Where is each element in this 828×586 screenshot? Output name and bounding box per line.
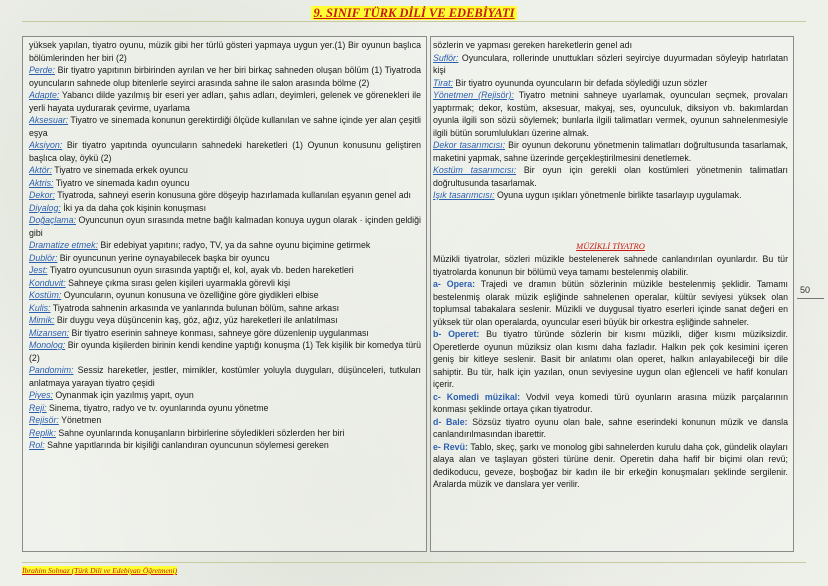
section-title-muzikli-tiyatro: MÜZİKLİ TİYATRO xyxy=(576,240,645,251)
left-intro: yüksek yapılan, tiyatro oyunu, müzik gibi her türlü gösteri yapmaya uygun yer.(1) Bir oyunun başlıca bölümlerinden her biri (2) xyxy=(29,40,421,63)
glossary-term: Kostüm tasarımcısı: xyxy=(433,165,517,175)
page-footer xyxy=(22,566,177,575)
glossary-definition: Bir oyuncunun yerine oynayabilecek başka bir oyuncu xyxy=(57,252,270,263)
glossary-term: Doğaçlama: xyxy=(29,215,76,225)
music-type-definition: Trajedi ve dramın bütün sözlerinin müzikle bestelenmiş şeklidir. Tamamı bestelenmiş olarak müzik eşliğinde sahnelenen operalar, kültür seviyesi yüksek olan toplumsal tabakalara seslenir. Müzikli ve duygusal tiyatro eserleri içinde sanat değeri en yüksek tür olan operalarda, oyuncular eseri büyük bir orkestra eşliğinde sahneler. xyxy=(433,279,788,327)
glossary-definition: Bir tiyatro yapıtında oyuncuların sahnedeki hareketleri (1) Oyunun konusunu geliştiren başlıca olay, öykü (2) xyxy=(29,140,421,163)
glossary-term: Jest: xyxy=(29,265,48,275)
glossary-definition: İki ya da daha çok kişinin konuşması xyxy=(60,202,207,213)
glossary-entry xyxy=(29,64,421,89)
glossary-definition: Oyuncuların, oyunun konusuna ve özelliğine göre giydikleri elbise xyxy=(61,290,319,300)
glossary-definition: Tiyatroda sahnenin arkasında ve yanlarında bulunan bölüm, sahne arkası xyxy=(50,302,340,313)
glossary-term: Aktris: xyxy=(29,177,54,188)
music-type-label: a- Opera: xyxy=(433,279,476,289)
glossary-term: Işık tasarımcısı: xyxy=(433,190,495,200)
glossary-definition: Sahne oyunlarında konuşanların birbirlerine söyledikleri sözlerden her biri xyxy=(55,427,345,438)
glossary-term: Kostüm: xyxy=(29,290,62,300)
page-header xyxy=(0,6,828,21)
right-column xyxy=(430,36,794,552)
glossary-term: Tirat: xyxy=(433,77,453,88)
glossary-term: Mimik: xyxy=(29,315,55,325)
glossary-definition: Tiyatro ve sinemada erkek oyuncu xyxy=(51,165,188,175)
music-types-list xyxy=(433,278,788,491)
music-type-label: b- Operet: xyxy=(433,329,480,339)
glossary-entry xyxy=(29,252,421,265)
glossary-entry xyxy=(29,414,421,427)
music-type-item xyxy=(433,328,788,391)
music-type-label: c- Komedi müzikal: xyxy=(433,391,521,402)
glossary-definition: Sahneye çıkma sırası gelen kişileri uyarmakla görevli kişi xyxy=(65,277,291,288)
glossary-definition: Tiyatroda, sahneyi eserin konusuna göre döşeyip hazırlamada kullanılan eşyanın genel adı xyxy=(54,190,411,200)
glossary-definition: Tiyatro ve sinemada kadın oyuncu xyxy=(53,177,190,188)
glossary-definition: Tiyatro metnini sahneye uyarlamak, oyuncuları seçmek, provaları yaptırmak; dekor, kostüm, aksesuar, makyaj, ses, oyunculuk, diksiyon vb. bakımlardan oyunla ilgili son sözü söylemek; bunlarla ilgili talimatları vermek, oyunun sahnelenmesiyle ilgili bütün sorumlulukları üzerine almak. xyxy=(433,90,788,138)
glossary-term: Aksesuar: xyxy=(29,115,69,125)
glossary-term: Reji: xyxy=(29,402,47,413)
glossary-term: Perde: xyxy=(29,65,55,75)
glossary-entry xyxy=(29,177,421,190)
glossary-definition: Bir oyunda kişilerden birinin kendi kendine yaptığı konuşma (1) Tek kişilik bir komedya türü (2) xyxy=(29,340,421,363)
glossary-term: Replik: xyxy=(29,427,56,438)
header-title: 9. SINIF TÜRK DİLİ VE EDEBİYATI xyxy=(311,6,518,20)
left-column xyxy=(22,36,427,552)
music-type-definition: Tablo, skeç, şarkı ve monolog gibi sahnelerden kurulu daha çok, gündelik olayları alaya alan ve taşlayan gösteri türüne denir. Operetin daha hafif bir biçimi olan revü; dedikoducu, geveze, boşboğaz bir kadın ile bir erkeğin konuşmaları şeklinde sergilenir. Aralarda müzik ve danslara yer verilir. xyxy=(433,441,788,489)
music-type-item xyxy=(433,441,788,491)
glossary-term: Adapte: xyxy=(29,90,60,100)
right-intro: sözlerin ve yapması gereken hareketlerin genel adı xyxy=(433,40,633,50)
glossary-entry xyxy=(29,402,421,415)
glossary-definition: Yabancı dilde yazılmış bir eseri yer adları, şahıs adları, deyimleri, gelenek ve görenekleri ile yerli hayata uydurarak çevirme, uyarlama xyxy=(29,90,421,113)
left-glossary xyxy=(29,64,421,452)
glossary-entry xyxy=(433,89,788,139)
glossary-entry xyxy=(29,302,421,315)
glossary-entry xyxy=(433,77,788,90)
glossary-term: Dekor: xyxy=(29,190,55,200)
glossary-definition: Oynanmak için yazılmış yapıt, oyun xyxy=(52,390,194,400)
glossary-entry xyxy=(29,427,421,440)
glossary-entry xyxy=(29,264,421,277)
music-type-definition: Sözsüz tiyatro oyunu olan bale, sahne eserindeki konunun müzik ve dansla canlandırılmasından ibarettir. xyxy=(433,416,788,439)
glossary-entry xyxy=(29,89,421,114)
right-glossary xyxy=(433,52,788,202)
glossary-entry xyxy=(29,327,421,340)
glossary-entry xyxy=(29,114,421,139)
music-type-label: e- Revü: xyxy=(433,441,468,452)
glossary-term: Piyes: xyxy=(29,390,53,400)
glossary-entry xyxy=(433,139,788,164)
glossary-entry xyxy=(29,439,421,452)
glossary-definition: Tiyatro ve sinemada konunun gerektirdiği ölçüde kullanılan ve sahne içinde yer alan çeşitli eşya xyxy=(29,115,421,138)
glossary-term: Konduvit: xyxy=(29,277,66,288)
glossary-term: Dublör: xyxy=(29,252,58,263)
glossary-entry xyxy=(29,314,421,327)
glossary-term: Aktör: xyxy=(29,165,52,175)
music-intro: Müzikli tiyatrolar, sözleri müzikle bestelenerek sahnede canlandırılan oyunlardır. Bu tür tiyatrolarda konunun bir bölümü veya tamamı bestelenmiş olabilir. xyxy=(433,254,788,277)
glossary-entry xyxy=(433,164,788,189)
glossary-entry xyxy=(29,339,421,364)
glossary-definition: Bir duygu veya düşüncenin kaş, göz, ağız, yüz hareketleri ile anlatılması xyxy=(54,315,338,325)
page-number-rule xyxy=(797,298,824,299)
glossary-entry xyxy=(29,277,421,290)
glossary-term: Mizansen: xyxy=(29,327,70,338)
glossary-definition: Bir tiyatro yapıtının birbirinden ayrılan ve her biri birkaç sahneden oluşan bölüm (1) Tiyatroda oyuncuların sahnede olup bitenlerle seyirci arasında sahne ile salon arasında bölme (2) xyxy=(29,65,421,88)
page-number: 50 xyxy=(800,285,811,295)
glossary-term: Dekor tasarımcısı: xyxy=(433,140,506,150)
music-type-item xyxy=(433,278,788,328)
glossary-term: Kulis: xyxy=(29,302,51,313)
glossary-entry xyxy=(29,239,421,252)
glossary-definition: Bir tiyatro oyununda oyuncuların bir defada söylediği uzun sözler xyxy=(452,77,708,88)
glossary-term: Yönetmen (Rejisör): xyxy=(433,90,514,100)
glossary-definition: Bir oyunun dekorunu yönetmenin talimatları doğrultusunda tasarlamak, maketini yapmak, sahne üzerinde gerçekleştirilmesini denetlemek. xyxy=(433,140,788,163)
glossary-entry xyxy=(29,364,421,389)
glossary-term: Pandomim: xyxy=(29,365,74,375)
glossary-term: Aksiyon: xyxy=(29,140,63,150)
footer-divider xyxy=(22,562,806,563)
glossary-definition: Sahne yapıtlarında bir kişiliği canlandıran oyuncunun söylemesi gereken xyxy=(44,440,329,450)
glossary-definition: Bir tiyatro eserinin sahneye konması, sahneye göre düzenlenip uygulanması xyxy=(69,327,369,338)
glossary-entry xyxy=(29,289,421,302)
glossary-term: Rol: xyxy=(29,440,45,450)
glossary-term: Dramatize etmek: xyxy=(29,240,98,250)
footer-author: İbrahim Solmaz (Türk Dili ve Edebiyatı Öğretmeni) xyxy=(22,566,178,575)
music-type-definition: Bu tiyatro türünde sözlerin bir kısmı müzikli, diğer kısmı müziksizdir. Operetlerde oyunun müziksiz olan kısmı daha fazladır. Halkın pek çok kesimini içeren geniş bir kitleye seslenir. Basit bir anlatımı olan operet, halkın anlayabileceği bir dile sahiptir. Bu tür, halk için yazılan, onun seviyesine uygun olan eğlenceli ve hafif konuları içerir. xyxy=(433,329,789,389)
glossary-definition: Sessiz hareketler, jestler, mimikler, kostümler yoluyla duyguları, düşünceleri, tutkuları anlatmaya yarayan tiyatro çeşidi xyxy=(29,365,421,388)
glossary-term: Rejisör: xyxy=(29,415,59,425)
glossary-term: Suflör: xyxy=(433,52,459,63)
glossary-definition: Yönetmen xyxy=(58,415,102,425)
glossary-definition: Oyuna uygun ışıkları yönetmenle birlikte tasarlayıp uygulamak. xyxy=(494,190,742,200)
music-type-label: d- Bale: xyxy=(433,416,468,427)
glossary-entry xyxy=(433,52,788,77)
glossary-entry xyxy=(29,389,421,402)
music-type-item xyxy=(433,391,788,416)
glossary-definition: Bir edebiyat yapıtını; radyo, TV, ya da sahne oyunu biçimine getirmek xyxy=(97,240,371,250)
glossary-entry xyxy=(29,164,421,177)
glossary-term: Diyalog: xyxy=(29,202,61,213)
music-type-item xyxy=(433,416,788,441)
glossary-entry xyxy=(29,214,421,239)
glossary-definition: Oyuncunun oyun sırasında metne bağlı kalmadan konuya uygun olarak · içinden geldiği gibi xyxy=(29,215,421,238)
glossary-entry xyxy=(29,189,421,202)
glossary-entry xyxy=(29,139,421,164)
glossary-definition: Bir oyun için gerekli olan kostümleri yönetmenin talimatları doğrultusunda tasarlamak. xyxy=(433,165,788,188)
music-type-definition: Vodvil veya komedi türü oyunların arasına müzik parçalarının konması şeklinde ortaya çıkan tiyatrodur. xyxy=(433,391,788,414)
glossary-entry xyxy=(433,189,788,202)
glossary-entry xyxy=(29,202,421,215)
glossary-definition: Oyunculara, rollerinde unuttukları sözleri seyirciye duyurmadan söyleyip hatırlatan kişi xyxy=(433,52,788,75)
glossary-definition: Sinema, tiyatro, radyo ve tv. oyunlarında oyunu yönetme xyxy=(46,402,269,413)
glossary-definition: Tiyatro oyuncusunun oyun sırasında yaptığı el, kol, ayak vb. beden hareketleri xyxy=(47,265,354,275)
glossary-term: Monolog: xyxy=(29,340,66,350)
header-divider xyxy=(22,21,806,22)
